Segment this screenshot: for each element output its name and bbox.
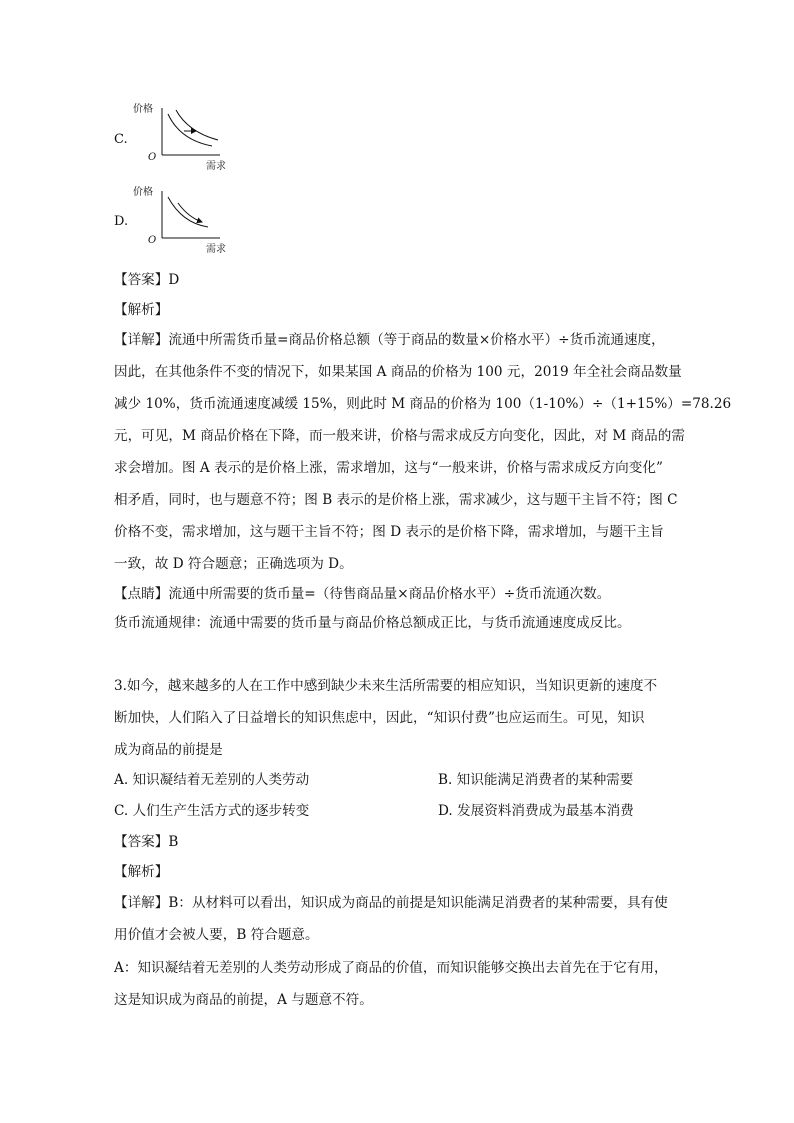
origin-label: O (148, 235, 157, 246)
q2-detail-line: 减少 10%，货币流通速度减缓 15%，则此时 M 商品的价格为 100（1-10%）÷（1+15%）=78.26 (114, 396, 732, 412)
demand-curve-1 (168, 114, 212, 146)
y-axis-label: 价格 (133, 104, 153, 115)
option-c-label: C. (114, 132, 128, 147)
q2-analysis-heading: 【解析】 (114, 302, 169, 318)
q3-detail-line: 这是知识成为商品的前提，A 与题意不符。 (114, 992, 373, 1008)
x-axis-label: 需求 (206, 244, 226, 255)
q2-detail-line: 【详解】流通中所需货币量=商品价格总额（等于商品的数量×价格水平）÷货币流通速度， (114, 332, 665, 348)
q2-detail-line: 价格不变，需求增加，这与题干主旨不符；图 D 表示的是价格下降，需求增加，与题干主旨 (114, 524, 664, 540)
q3-option-c: C. 人们生产生活方式的逐步转变 (114, 803, 310, 819)
q3-stem-line: 断加快，人们陷入了日益增长的知识焦虑中，因此，“知识付费”也应运而生。可见，知识 (114, 710, 645, 726)
q3-option-b: B. 知识能满足消费者的某种需要 (438, 772, 634, 788)
q3-stem-line: 3.如今，越来越多的人在工作中感到缺少未来生活所需要的相应知识，当知识更新的速度不 (114, 678, 658, 694)
q2-rule: 货币流通规律：流通中需要的货币量与商品价格总额成正比，与货币流通速度成反比。 (114, 615, 631, 631)
q3-detail-line: 【详解】B：从材料可以看出，知识成为商品的前提是知识能满足消费者的某种需要，具有使 (114, 895, 668, 911)
q3-option-d: D. 发展资料消费成为最基本消费 (438, 803, 634, 819)
q2-answer: 【答案】D (114, 272, 180, 288)
q3-stem-line: 成为商品的前提是 (114, 742, 223, 758)
q2-detail-line: 相矛盾，同时，也与题意不符；图 B 表示的是价格上涨，需求减少，这与题干主旨不符；图 C (114, 492, 678, 508)
x-axis-label: 需求 (206, 161, 226, 172)
q2-detail-line: 元，可见，M 商品价格在下降，而一般来讲，价格与需求成反方向变化，因此，对 M 商品的需 (114, 428, 685, 444)
q2-tip: 【点睛】流通中所需要的货币量=（待售商品量×商品价格水平）÷货币流通次数。 (114, 586, 611, 602)
q2-detail-line: 因此，在其他条件不变的情况下，如果某国 A 商品的价格为 100 元，2019 年全社会商品数量 (114, 364, 682, 380)
option-d-label: D. (114, 214, 129, 229)
demand-curve-2 (176, 110, 218, 140)
q3-option-a: A. 知识凝结着无差别的人类劳动 (114, 772, 310, 788)
q2-detail-line: 求会增加。图 A 表示的是价格上涨，需求增加，这与“一般来讲，价格与需求成反方向变化” (114, 460, 663, 476)
q3-answer: 【答案】B (114, 834, 179, 850)
origin-label: O (148, 152, 157, 163)
demand-curve (168, 197, 208, 227)
q3-analysis-heading: 【解析】 (114, 864, 169, 880)
option-d-graph (128, 183, 238, 259)
q2-detail-line: 一致，故 D 符合题意；正确选项为 D。 (114, 556, 353, 572)
y-axis-label: 价格 (133, 187, 153, 198)
option-c-graph (128, 100, 238, 176)
q3-detail-line: A：知识凝结着无差别的人类劳动形成了商品的价值，而知识能够交换出去首先在于它有用， (114, 960, 668, 976)
q3-detail-line: 用价值才会被人要，B 符合题意。 (114, 927, 319, 943)
movement-arrow (178, 203, 202, 222)
